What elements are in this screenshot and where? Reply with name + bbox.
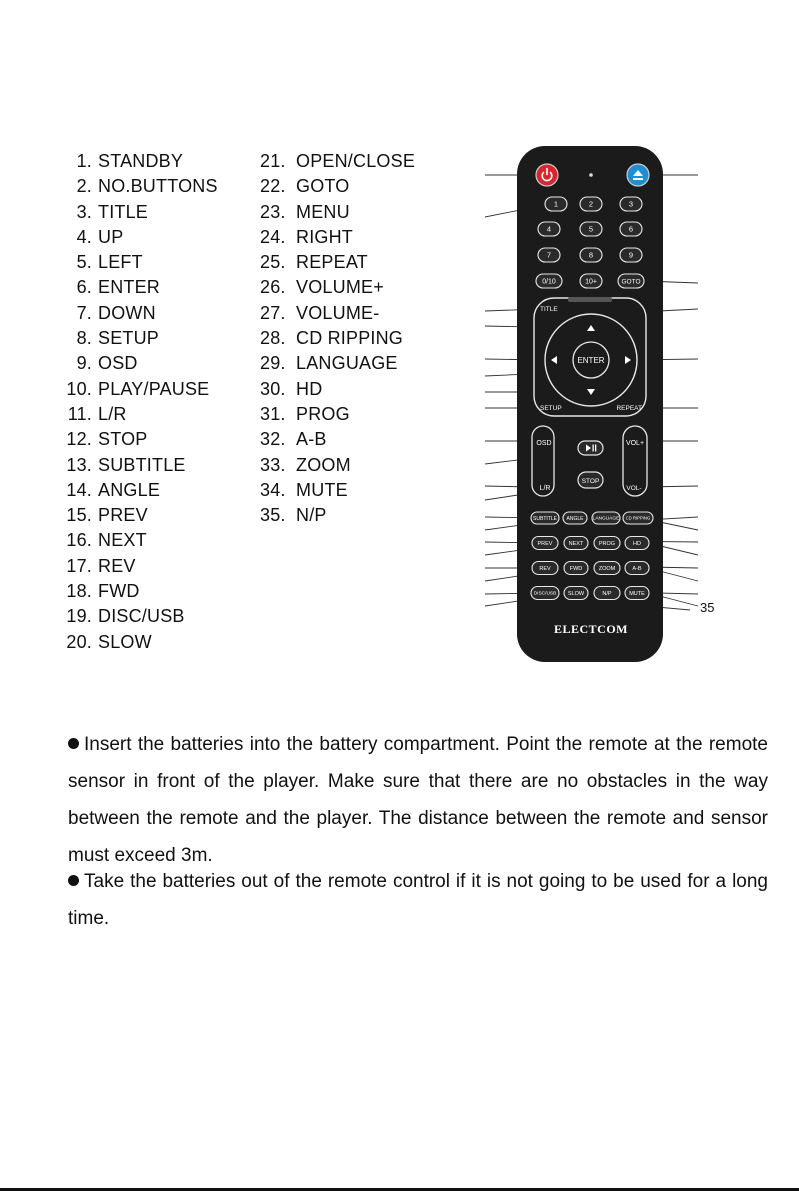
legend-label: OSD (98, 353, 138, 374)
legend-number: 35. (260, 505, 286, 526)
prev-button[interactable] (532, 537, 558, 550)
setup-button[interactable]: SETUP (540, 405, 562, 412)
legend-number: 12. (66, 429, 92, 450)
np-label: N/P (602, 590, 612, 597)
legend-number: 20. (66, 631, 92, 652)
prog-label: PROG (598, 540, 616, 547)
legend-number: 3. (76, 201, 92, 222)
mute-label: MUTE (629, 590, 645, 597)
angle-button[interactable] (563, 512, 587, 524)
legend-number: 8. (76, 328, 92, 349)
legend-label: ZOOM (296, 454, 351, 475)
legend-number: 14. (66, 479, 92, 500)
n6-button[interactable] (620, 222, 642, 236)
n6-label: 6 (628, 224, 634, 234)
legend-number: 27. (260, 302, 286, 323)
legend-label: MUTE (296, 479, 348, 500)
legend-label: SUBTITLE (98, 454, 186, 475)
prev-label: PREV (537, 540, 553, 547)
legend-number: 25. (260, 252, 286, 273)
legend-number: 30. (260, 378, 286, 399)
stop-label: STOP (581, 478, 600, 485)
legend-label: UP (98, 226, 124, 247)
legend-label: PLAY/PAUSE (98, 378, 210, 399)
legend-label: PREV (98, 505, 148, 526)
n4-button[interactable] (538, 222, 560, 236)
fwd-button[interactable] (564, 562, 588, 575)
legend-label: N/P (296, 505, 327, 526)
zoom-button[interactable] (594, 562, 620, 575)
repeat-button[interactable]: REPEAT (616, 405, 642, 412)
n010-button[interactable] (536, 274, 562, 288)
legend-number: 18. (66, 581, 92, 602)
hd-label: HD (633, 540, 641, 547)
legend-label: ENTER (98, 277, 161, 298)
battery-instruction (68, 726, 768, 874)
fwd-label: FWD (569, 565, 583, 572)
n10plus-button[interactable] (580, 274, 602, 288)
legend-number: 34. (260, 479, 286, 500)
n10plus-label: 10+ (585, 278, 597, 286)
n5-button[interactable] (580, 222, 602, 236)
legend-number: 4. (76, 226, 92, 247)
legend-label: STOP (98, 429, 148, 450)
legend-label: NEXT (98, 530, 147, 551)
legend-number: 1. (76, 151, 92, 171)
n5-label: 5 (588, 224, 594, 234)
legend-label: REPEAT (296, 252, 368, 273)
legend-number: 9. (76, 353, 92, 374)
battery-instruction-text: Insert the batteries into the battery compartment. Point the remote at the remote sensor in front of the player. Make sure that there are no obstacles in the way between the remote and the player. The distance between the remote and sensor must exceed 3m. (68, 734, 768, 866)
n7-button[interactable] (538, 248, 560, 262)
legend-label: STANDBY (98, 151, 184, 171)
goto-label: GOTO (621, 278, 641, 286)
subtitle-button[interactable] (531, 512, 559, 524)
angle-label: ANGLE (566, 515, 584, 522)
legend-number: 21. (260, 151, 286, 171)
n1-label: 1 (553, 199, 559, 209)
storage-instruction (68, 863, 768, 937)
language-button[interactable] (592, 512, 620, 524)
slow-button[interactable] (564, 587, 588, 600)
cdripping-button[interactable] (623, 512, 653, 524)
n3-button[interactable] (620, 197, 642, 211)
title-button[interactable]: TITLE (540, 306, 558, 313)
legend-number: 23. (260, 201, 286, 222)
legend-label: SETUP (98, 328, 160, 349)
enter-label: ENTER (577, 356, 605, 365)
n9-label: 9 (628, 250, 634, 260)
subtitle-label: SUBTITLE (533, 515, 557, 522)
next-button[interactable] (564, 537, 588, 550)
legend-number: 11. (67, 403, 92, 424)
n3-label: 3 (628, 199, 634, 209)
slow-label: SLOW (567, 590, 585, 597)
discusb-label: DISC/USB (533, 591, 557, 597)
bullet-icon (68, 738, 79, 749)
bullet-icon (68, 875, 79, 886)
n8-label: 8 (588, 250, 594, 260)
legend-number: 29. (260, 353, 286, 374)
mute-button[interactable] (625, 587, 649, 600)
legend-number: 13. (66, 454, 92, 475)
n8-button[interactable] (580, 248, 602, 262)
prog-button[interactable] (594, 537, 620, 550)
n2-label: 2 (588, 199, 594, 209)
legend-label: OPEN/CLOSE (296, 151, 416, 171)
menu-bar (568, 297, 612, 302)
legend-number: 10. (66, 378, 92, 399)
legend-label: A-B (296, 429, 327, 450)
n010-label: 0/10 (542, 278, 556, 286)
legend-number: 22. (260, 176, 286, 197)
legend-number: 33. (260, 454, 286, 475)
legend-number: 5. (76, 252, 92, 273)
rev-button[interactable] (532, 562, 558, 575)
language-label: LANGUAGE (592, 516, 620, 522)
n1-button[interactable] (545, 197, 567, 211)
legend-number: 15. (66, 505, 92, 526)
n9-button[interactable] (620, 248, 642, 262)
vol-plus-button[interactable]: VOL+ (625, 440, 645, 447)
ab-label: A-B (632, 565, 642, 572)
legend-label: REV (98, 555, 136, 576)
ir-indicator (589, 173, 593, 177)
legend-number: 31. (260, 403, 286, 424)
legend-label: NO.BUTTONS (98, 176, 218, 197)
legend-number: 24. (260, 226, 286, 247)
legend-label: LANGUAGE (296, 353, 398, 374)
legend-number: 6. (76, 277, 92, 298)
legend-number: 17. (66, 555, 92, 576)
osd-button[interactable]: OSD (536, 440, 552, 447)
n2-button[interactable] (580, 197, 602, 211)
legend-label: DISC/USB (98, 606, 185, 627)
n4-label: 4 (546, 224, 552, 234)
hd-button[interactable] (625, 537, 649, 550)
legend-number: 16. (66, 530, 92, 551)
legend-label: ANGLE (98, 479, 161, 500)
legend-number: 7. (76, 302, 92, 323)
vol-minus-button[interactable]: VOL- (626, 485, 642, 492)
legend-number: 19. (66, 606, 92, 627)
ab-button[interactable] (625, 562, 649, 575)
legend-label: RIGHT (296, 226, 353, 247)
lr-button[interactable]: L/R (539, 485, 551, 492)
legend-label: HD (296, 378, 323, 399)
legend-label: VOLUME+ (296, 277, 384, 298)
legend-label: GOTO (296, 176, 350, 197)
legend-label: MENU (296, 201, 350, 222)
legend-label: PROG (296, 403, 350, 424)
n7-label: 7 (546, 250, 552, 260)
legend-number: 28. (260, 328, 286, 349)
legend-label: CD RIPPING (296, 328, 404, 349)
legend-label: FWD (98, 581, 140, 602)
legend-number: 2. (76, 176, 92, 197)
legend-number: 26. (260, 277, 286, 298)
next-label: NEXT (568, 540, 584, 547)
legend-label: VOLUME- (296, 302, 380, 323)
legend-label: DOWN (98, 302, 156, 323)
goto-button[interactable] (618, 274, 644, 288)
legend-label: TITLE (98, 201, 149, 222)
storage-instruction-text: Take the batteries out of the remote control if it is not going to be used for a long time. (68, 871, 768, 929)
zoom-label: ZOOM (598, 565, 616, 572)
discusb-button[interactable] (531, 587, 559, 600)
brand-logo: ELECTCOM (553, 622, 629, 636)
legend-label: LEFT (98, 252, 143, 273)
legend-label: SLOW (98, 631, 152, 652)
cdripping-label: CD RIPPING (625, 515, 651, 521)
legend-number: 32. (260, 429, 286, 450)
np-button[interactable] (594, 587, 620, 600)
legend-label: L/R (98, 403, 127, 424)
rev-label: REV (539, 565, 551, 572)
callout-35-label: 35 (700, 600, 715, 615)
